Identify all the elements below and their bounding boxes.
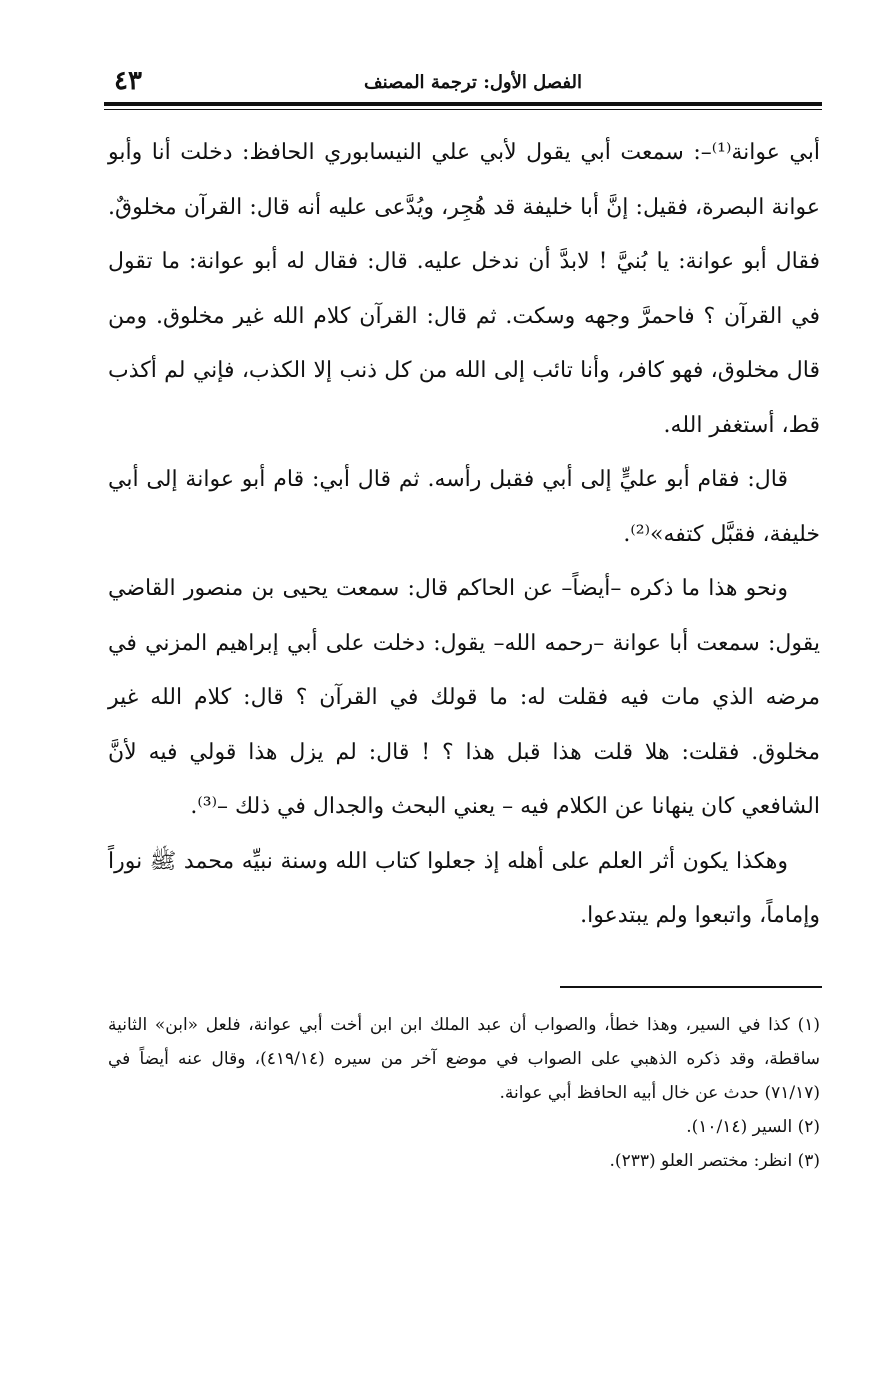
chapter-title: الفصل الأول: ترجمة المصنف xyxy=(363,72,582,93)
header-rule-thick xyxy=(104,102,822,106)
paragraph: ونحو هذا ما ذكره –أيضاً– عن الحاكم قال: سمعت يحيى بن منصور القاضي يقول: سمعت أبا عوانة –رحمه الله– يقول: دخلت على أبي إبراهيم المزني في مرضه الذي مات فيه فقلت له: ما قولك في القرآن ؟ قال: كلام الله غير مخلوق. فقلت: هلا قلت هذا قبل هذا ؟ ! قال: لم يزل هذا قولي فيه لأنَّ الشافعي كان ينهانا عن الكلام فيه – يعني البحث والجدال في ذلك –⁽³⁾. xyxy=(108,576,820,819)
header-rule-thin xyxy=(104,109,822,110)
paragraph: قال: فقام أبو عليٍّ إلى أبي فقبل رأسه. ثم قال أبي: قام أبو عوانة إلى أبي خليفة، فقبَّل كتفه»⁽²⁾. xyxy=(108,467,820,547)
footnote: (٣) انظر: مختصر العلو (٢٣٣). xyxy=(609,1151,820,1171)
paragraph: وهكذا يكون أثر العلم على أهله إذ جعلوا كتاب الله وسنة نبيِّه محمد ﷺ نوراً وإماماً، واتبعوا ولم يبتدعوا. xyxy=(108,848,820,928)
footnote: (١) كذا في السير، وهذا خطأ، والصواب أن عبد الملك ابن ابن أخت أبي عوانة، فلعل «ابن» الثانية ساقطة، وقد ذكره الذهبي على الصواب في موضع آخر من سيره (٤١٩/١٤)، وقال عنه أيضاً في (٧١/١٧) حدث عن خال أبيه الحافظ أبي عوانة. xyxy=(108,1015,820,1103)
footnote-separator xyxy=(560,986,822,988)
page-header xyxy=(104,62,822,102)
footnotes xyxy=(108,1008,820,1178)
footnote: (٢) السير (١٠/١٤). xyxy=(686,1117,820,1137)
page-number: ٤٣ xyxy=(114,66,142,96)
paragraph: أبي عوانة⁽¹⁾–: سمعت أبي يقول لأبي علي النيسابوري الحافظ: دخلت أنا وأبو عوانة البصرة، فقيل: إنَّ أبا خليفة قد هُجِر، ويُدَّعى عليه أنه قال: القرآن مخلوقٌ. فقال أبو عوانة: يا بُنيَّ ! لابدَّ أن ندخل عليه. قال: فقال له أبو عوانة: ما تقول في القرآن ؟ فاحمرَّ وجهه وسكت. ثم قال: القرآن كلام الله غير مخلوق. ومن قال مخلوق، فهو كافر، وأنا تائب إلى الله من كل ذنب إلا الكذب، فإني لم أكذب قط، أستغفر الله. xyxy=(108,140,820,438)
main-text xyxy=(108,126,820,944)
